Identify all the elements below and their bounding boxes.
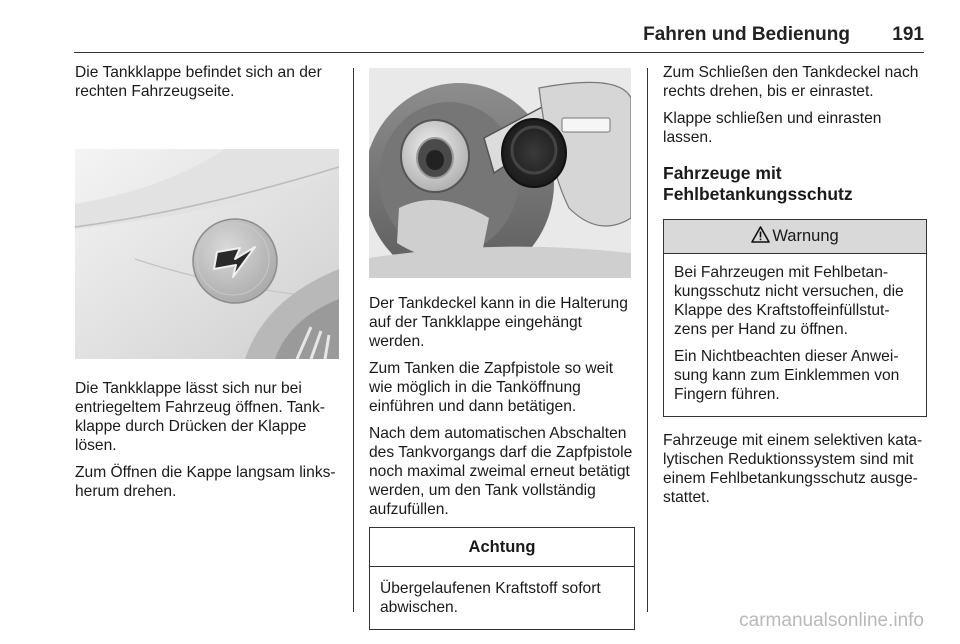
fuel-cap-open-illustration	[369, 68, 631, 278]
caution-box	[369, 527, 635, 630]
warning-text: Bei Fahrzeugen mit Fehlbetankungsschutz nicht versuchen, die Klappe des Kraftstoffeinfüllstutzens per Hand zu öffnen.	[674, 264, 904, 338]
paragraph: Fahrzeuge mit einem selektiven katalytischen Reduktionssystem sind mit einem Fehlbetankungsschutz ausgestattet.	[663, 432, 923, 506]
column-2	[369, 63, 635, 644]
warning-title: Warnung	[772, 227, 839, 245]
paragraph: Die Tankklappe lässt sich nur bei entriegeltem Fahrzeug öffnen. Tankklappe durch Drücken der Klappe lösen.	[75, 380, 325, 454]
paragraph: Die Tankklappe befindet sich an der rechten Fahrzeugseite.	[75, 64, 322, 100]
paragraph: Zum Öffnen die Kappe langsam linksherum drehen.	[75, 464, 336, 500]
warning-header	[664, 220, 926, 254]
caution-title: Achtung	[370, 528, 634, 567]
warning-box	[663, 219, 927, 417]
warning-triangle-icon	[751, 226, 770, 243]
fuel-flap-closed-illustration	[75, 149, 339, 359]
page-number: 191	[892, 24, 924, 45]
page-header-title: Fahren und Bedienung	[643, 24, 850, 45]
paragraph: Nach dem automatischen Abschalten des Tankvorgangs darf die Zapfpistole noch maximal zweimal erneut betätigt werden, um den Tank vollständig aufzufüllen.	[369, 425, 633, 518]
caution-text: Übergelaufenen Kraftstoff sofort abwischen.	[380, 580, 601, 616]
header-rule	[74, 52, 924, 53]
column-divider-1	[353, 68, 354, 612]
column-3	[663, 63, 927, 515]
paragraph: Zum Schließen den Tankdeckel nach rechts drehen, bis er einrastet.	[663, 64, 919, 100]
warning-text: Ein Nichtbeachten dieser Anweisung kann zum Einklemmen von Fingern führen.	[674, 348, 900, 403]
paragraph: Der Tankdeckel kann in die Halterung auf der Tankklappe eingehängt werden.	[369, 295, 628, 350]
section-heading: Fahrzeuge mit Fehlbetankungsschutz	[663, 163, 853, 204]
paragraph: Zum Tanken die Zapfpistole so weit wie möglich in die Tanköffnung einführen und dann betätigen.	[369, 360, 614, 415]
watermark: carmanualsonline.info	[739, 610, 924, 631]
column-1	[75, 63, 345, 509]
paragraph: Klappe schließen und einrasten lassen.	[663, 110, 882, 146]
column-divider-2	[647, 68, 648, 612]
